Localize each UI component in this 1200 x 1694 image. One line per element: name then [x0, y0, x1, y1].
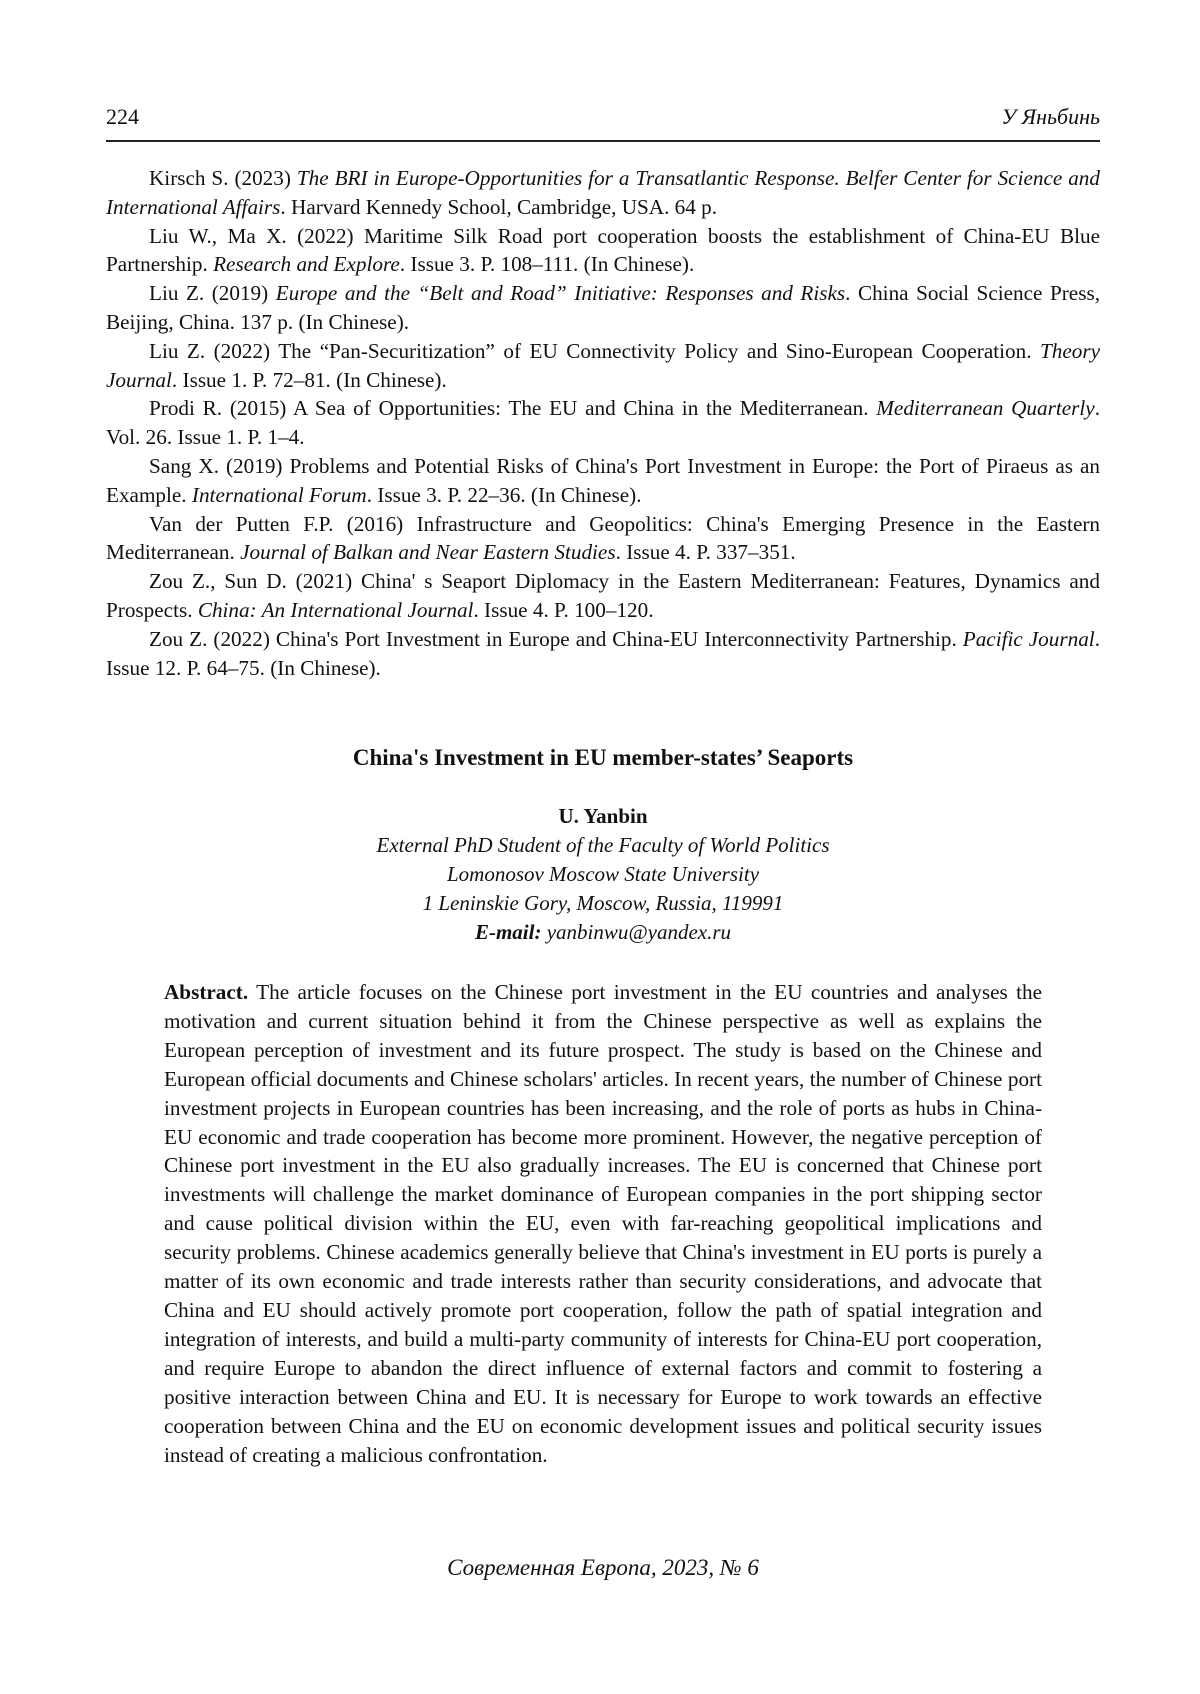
reference-item: Van der Putten F.P. (2016) Infrastructure and Geopolitics: China's Emerging Presence in the Eastern Mediterranean. Journal of Balkan and Near Eastern Studies. Issue 4. P. 337–351. — [106, 511, 1100, 565]
reference-list — [106, 164, 1100, 682]
abstract-text: The article focuses on the Chinese port investment in the EU countries and analyses the motivation and current situation behind it from the Chinese perspective as well as explains the European perception of investment and its future prospect. The study is based on the Chinese and European official documents and Chinese scholars' articles. In recent years, the number of Chinese port investment projects in European countries has been increasing, and the role of ports as hubs in China-EU economic and trade cooperation has become more prominent. However, the negative perception of Chinese port investment in the EU also gradually increases. The EU is concerned that Chinese port investments will challenge the market dominance of European companies in the port shipping sector and cause political division within the EU, even with far-reaching geopolitical implications and security problems. Chinese academics generally believe that China's investment in EU ports is purely a matter of its own economic and trade interests rather than security considerations, and advocate that China and EU should actively promote port cooperation, follow the path of spatial integration and integration of interests, and build a multi-party community of interests for China-EU port cooperation, and require Europe to abandon the direct influence of external factors and commit to fostering a positive interaction between China and EU. It is necessary for Europe to work towards an effective cooperation between China and the EU on economic development issues and political security issues instead of creating a malicious confrontation. — [164, 980, 1042, 1467]
journal-footer: Современная Европа, 2023, № 6 — [447, 1555, 759, 1580]
running-header — [106, 104, 1100, 142]
email-label: E-mail: — [474, 920, 542, 944]
author-name: U. Yanbin — [558, 804, 648, 828]
author-position: External PhD Student of the Faculty of World Politics — [376, 833, 830, 857]
reference-item: Zou Z. (2022) China's Port Investment in Europe and China-EU Interconnectivity Partnership. Pacific Journal. Issue 12. P. 64–75. (In Chinese). — [106, 626, 1100, 680]
page-number: 224 — [106, 104, 139, 129]
author-block — [106, 802, 1100, 947]
author-university: Lomonosov Moscow State University — [446, 862, 760, 886]
reference-item: Kirsch S. (2023) The BRI in Europe-Opportunities for a Transatlantic Response. Belfer Center for Science and International Affairs. Harvard Kennedy School, Cambridge, USA. 64 p. — [106, 166, 1100, 219]
author-address: 1 Leninskie Gory, Moscow, Russia, 119991 — [422, 891, 784, 915]
reference-item: Sang X. (2019) Problems and Potential Risks of China's Port Investment in Europe: the Port of Piraeus as an Example. International Forum. Issue 3. P. 22–36. (In Chinese). — [106, 453, 1100, 507]
reference-item: Liu W., Ma X. (2022) Maritime Silk Road port cooperation boosts the establishment of China-EU Blue Partnership. Research and Explore. Issue 3. P. 108–111. (In Chinese). — [106, 223, 1100, 277]
reference-item: Liu Z. (2022) The “Pan-Securitization” of EU Connectivity Policy and Sino-European Cooperation. Theory Journal. Issue 1. P. 72–81. (In Chinese). — [106, 338, 1100, 392]
reference-item: Liu Z. (2019) Europe and the “Belt and Road” Initiative: Responses and Risks. China Social Science Press, Beijing, China. 137 p. (In Chinese). — [106, 281, 1100, 334]
running-author: У Яньбинь — [1001, 104, 1100, 129]
author-email-line — [106, 918, 1100, 947]
article-title: China's Investment in EU member-states’ Seaports — [352, 745, 854, 770]
reference-item: Zou Z., Sun D. (2021) China' s Seaport Diplomacy in the Eastern Mediterranean: Features, Dynamics and Prospects. China: An International Journal. Issue 4. P. 100–120. — [106, 569, 1100, 622]
author-email: yanbinwu@yandex.ru — [546, 920, 732, 944]
abstract-label: Abstract. — [164, 980, 249, 1004]
abstract — [164, 978, 1042, 1469]
reference-item: Prodi R. (2015) A Sea of Opportunities: The EU and China in the Mediterranean. Mediterranean Quarterly. Vol. 26. Issue 1. P. 1–4. — [106, 396, 1100, 450]
